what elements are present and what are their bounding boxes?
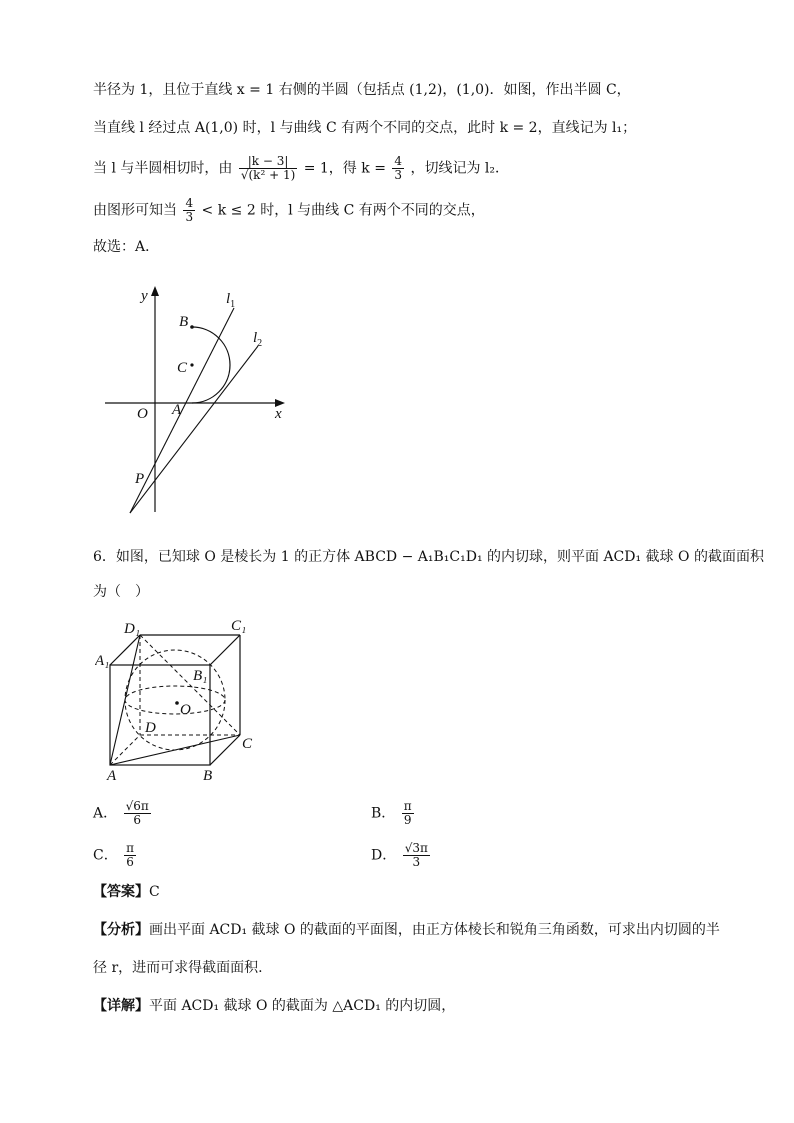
fraction-denominator: 3 [394, 168, 403, 182]
l1-letter: l [226, 291, 231, 307]
analysis-tag: 【分析】 [93, 922, 149, 938]
analysis-line-1 [93, 920, 720, 940]
solution-line-3-pre: 当 l 与半圆相切时，由 [93, 160, 233, 177]
option-a-letter: A． [93, 805, 118, 822]
edge-a1-d1 [110, 635, 140, 665]
range-fraction [183, 197, 195, 224]
solution-line-4-post: < k ≤ 2 时，l 与曲线 C 有两个不同的交点， [201, 202, 485, 219]
question-6-line-1: 6．如图，已知球 O 是棱长为 1 的正方体 ABCD − A₁B₁C₁D₁ 的内切球，则平面 ACD₁ 截球 O 的截面面积 [93, 549, 764, 565]
vertex-a-label: A [107, 768, 117, 784]
option-d-fraction [403, 842, 430, 869]
fraction-numerator: √6π [125, 799, 149, 813]
option-d-letter: D． [371, 847, 397, 864]
y-axis-arrow [151, 286, 159, 296]
vertex-b-label: B [203, 768, 213, 784]
line-l2 [130, 346, 258, 513]
fraction-denominator: √(k² + 1) [240, 168, 296, 182]
edge-a-d-hidden [110, 735, 140, 765]
vertex-b1-label: B₁ [193, 668, 208, 684]
option-c-letter: C． [93, 847, 118, 864]
semicircle-curve [192, 327, 230, 403]
option-c[interactable] [93, 842, 138, 869]
center-o-label: O [180, 702, 191, 718]
solution-line-2: 当直线 l 经过点 A(1,0) 时，l 与曲线 C 有两个不同的交点，此时 k = 2，直线记为 l₁； [93, 120, 637, 136]
option-b-fraction [402, 800, 414, 827]
detail-text: 平面 ACD₁ 截球 O 的截面为 △ACD₁ 的内切圆， [149, 998, 456, 1014]
line-l2-label [253, 330, 262, 349]
answer-value: C [149, 884, 160, 900]
l2-letter: l [253, 330, 258, 346]
solution-line-4 [93, 197, 485, 224]
solution-line-3-post: ，切线记为 l₂． [410, 160, 510, 177]
y-axis-label: y [141, 288, 148, 304]
fraction-denominator: 3 [412, 855, 421, 869]
option-d[interactable] [371, 842, 432, 869]
option-a[interactable] [93, 800, 153, 827]
question-6-line-2: 为（ ） [93, 584, 149, 600]
semicircle-figure [95, 280, 295, 520]
point-a-label: A [172, 402, 182, 418]
origin-label: O [137, 406, 148, 422]
point-p-label: P [135, 471, 145, 487]
solution-line-5: 故选：A． [93, 239, 160, 255]
point-b [190, 325, 194, 329]
point-c [190, 363, 193, 366]
fraction-denominator: 9 [403, 813, 412, 827]
fraction-numerator: π [126, 841, 135, 855]
option-c-fraction [124, 842, 136, 869]
fraction-denominator: 6 [133, 813, 141, 827]
fraction-numerator: √3π [404, 841, 428, 855]
x-axis-label: x [275, 406, 282, 422]
vertex-c-label: C [242, 736, 253, 752]
fraction-numerator: π [403, 799, 412, 813]
edge-b1-c1 [210, 635, 240, 665]
tangent-distance-fraction [239, 155, 297, 182]
option-a-fraction [124, 800, 151, 827]
solution-line-3 [93, 155, 509, 182]
answer-line [93, 882, 160, 902]
point-b-label: B [179, 314, 189, 330]
solution-line-4-pre: 由图形可知当 [93, 202, 177, 219]
detail-tag: 【详解】 [93, 998, 149, 1014]
k-value-fraction [392, 155, 404, 182]
option-b[interactable] [371, 800, 416, 827]
line-l1-label [226, 291, 235, 310]
answer-tag: 【答案】 [93, 884, 149, 900]
vertex-d1-label: D₁ [124, 621, 141, 637]
solution-line-3-mid: = 1，得 k = [303, 160, 386, 177]
detail-line [93, 996, 455, 1016]
analysis-line-2: 径 r，进而可求得截面面积. [93, 960, 263, 976]
cube-figure [95, 615, 270, 785]
fraction-denominator: 6 [126, 855, 134, 869]
option-b-letter: B． [371, 805, 396, 822]
fraction-numerator: 4 [185, 196, 194, 210]
sphere-center-o [175, 701, 179, 705]
edge-b-c [210, 735, 240, 765]
fraction-denominator: 3 [185, 210, 194, 224]
vertex-d-label: D [145, 720, 156, 736]
l2-subscript: 2 [257, 338, 263, 349]
vertex-c1-label: C₁ [231, 618, 247, 634]
analysis-text-1: 画出平面 ACD₁ 截球 O 的截面的平面图，由正方体棱长和锐角三角函数，可求出内切圆的半 [149, 922, 720, 938]
vertex-a1-label: A₁ [95, 653, 110, 669]
point-c-label: C [177, 360, 188, 376]
l1-subscript: 1 [230, 299, 236, 310]
fraction-numerator: |k − 3| [239, 155, 297, 169]
fraction-numerator: 4 [394, 154, 403, 168]
solution-line-1: 半径为 1，且位于直线 x = 1 右侧的半圆（包括点 (1,2)，(1,0)．如图，作出半圆 C， [93, 82, 631, 98]
